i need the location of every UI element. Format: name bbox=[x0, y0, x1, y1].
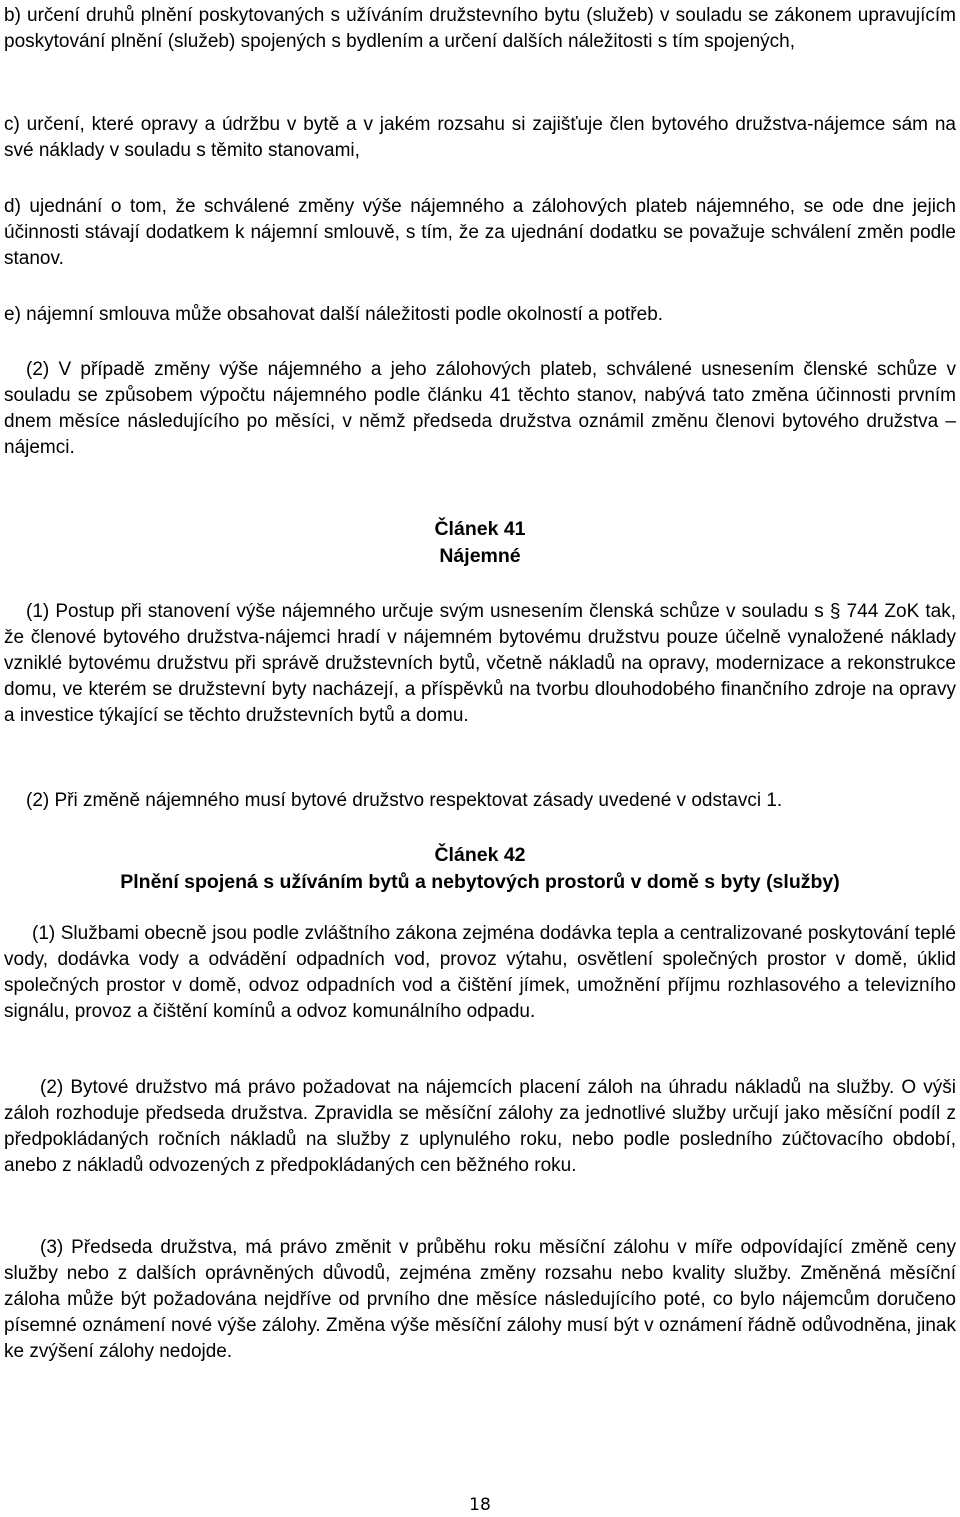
article-41-paragraph-2: (2) Při změně nájemného musí bytové družstvo respektovat zásady uvedené v odstavci 1. bbox=[26, 790, 783, 811]
paragraph-2: (2) V případě změny výše nájemného a jeho zálohových plateb, schválené usnesením členské schůze v souladu se způsobem výpočtu nájemného podle článku 41 těchto stanov, nabývá tato změna účinnosti prvním dnem měsíce následujícího po měsíci, v němž předseda družstva oznámil změnu členovi bytového družstva – nájemci. bbox=[4, 359, 956, 458]
article-42-paragraph-2: (2) Bytové družstvo má právo požadovat na nájemcích placení záloh na úhradu nákladů na služby. O výši záloh rozhoduje předseda družstva. Zpravidla se měsíční zálohy za jednotlivé služby určují jako měsíční podíl z předpokládaných ročních nákladů na služby z uplynulého roku, nebo podle posledního zúčtovacího období, anebo z nákladů odvozených z předpokládaných cen běžného roku. bbox=[4, 1077, 956, 1176]
item-b: b) určení druhů plnění poskytovaných s užíváním družstevního bytu (služeb) v souladu se zákonem upravujícím poskytování plnění (služeb) spojených s bydlením a určení dalších náležitosti s tím spojených, bbox=[4, 5, 956, 52]
item-e: e) nájemní smlouva může obsahovat další náležitosti podle okolností a potřeb. bbox=[4, 304, 664, 325]
article-41-number: Článek 41 bbox=[434, 518, 526, 540]
page-number: 18 bbox=[469, 1495, 491, 1515]
item-d: d) ujednání o tom, že schválené změny výše nájemného a zálohových plateb nájemného, se ode dne jejich účinnosti stávají dodatkem k nájemní smlouvě, s tím, že za ujednání dodatku se považuje schválení změn podle stanov. bbox=[4, 196, 956, 269]
article-42-number: Článek 42 bbox=[434, 844, 526, 866]
article-42-title: Plnění spojená s užíváním bytů a nebytových prostorů v domě s byty (služby) bbox=[120, 871, 840, 893]
article-42-paragraph-1: (1) Službami obecně jsou podle zvláštního zákona zejména dodávka tepla a centralizované poskytování teplé vody, dodávka vody a odvádění odpadních vod, provoz výtahu, osvětlení společných prostor v domě, úklid společných prostor v domě, odvoz odpadních vod a čištění jímek, umožnění příjmu rozhlasového a televizního signálu, provoz a čištění komínů a odvoz komunálního odpadu. bbox=[4, 923, 956, 1022]
article-41-title: Nájemné bbox=[439, 545, 521, 567]
article-42-paragraph-3: (3) Předseda družstva, má právo změnit v průběhu roku měsíční zálohu v míře odpovídající změně ceny služby nebo z dalších oprávněných důvodů, zejména změny rozsahu nebo kvality služby. Změněná měsíční záloha může být požadována nejdříve od prvního dne měsíce následujícího poté, co bylo nájemcům doručeno písemné oznámení nové výše zálohy. Změna výše měsíční zálohy musí být v oznámení řádně odůvodněna, jinak ke zvýšení zálohy nedojde. bbox=[4, 1237, 956, 1362]
item-c: c) určení, které opravy a údržbu v bytě a v jakém rozsahu si zajišťuje člen bytového družstva-nájemce sám na své náklady v souladu s těmito stanovami, bbox=[4, 114, 956, 161]
article-41-paragraph-1: (1) Postup při stanovení výše nájemného určuje svým usnesením členská schůze v souladu s § 744 ZoK tak, že členové bytového družstva-nájemci hradí v nájemném bytovému družstvu pouze účelně vynaložené náklady vzniklé bytovému družstvu při správě družstevních bytů, včetně nákladů na opravy, modernizace a rekonstrukce domu, ve kterém se družstevní byty nacházejí, a příspěvků na tvorbu dlouhodobého finančního zdroje na opravy a investice týkající se těchto družstevních bytů a domu. bbox=[4, 601, 956, 726]
